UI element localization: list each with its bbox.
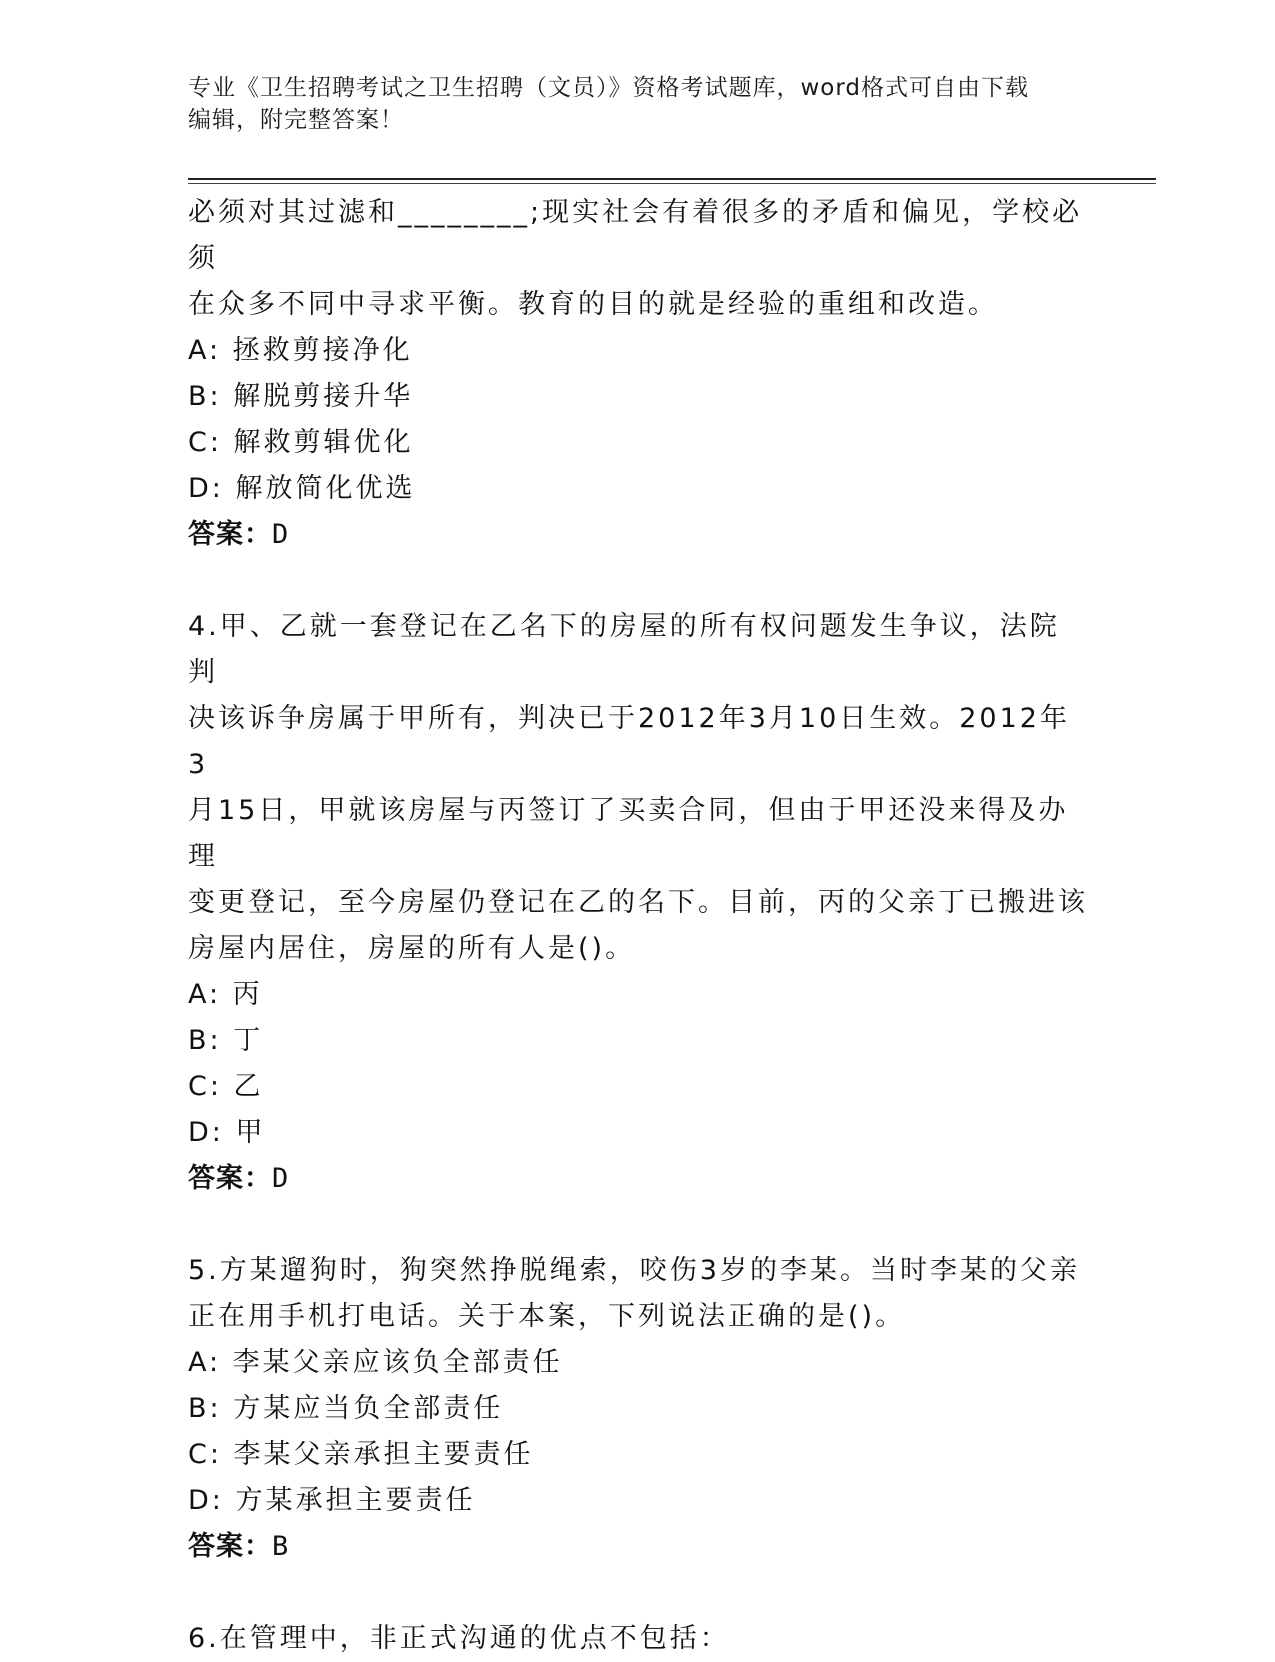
option-d: D: 解放简化优选	[188, 473, 416, 504]
question-text-line: 决该诉争房属于甲所有，判决已于2012年3月10日生效。2012年3	[188, 703, 1070, 780]
option-a: A: 丙	[188, 979, 263, 1010]
option-b: B: 丁	[188, 1025, 264, 1056]
question-text-line: 4.甲、乙就一套登记在乙名下的房屋的所有权问题发生争议，法院判	[188, 611, 1060, 688]
question-text-line: 变更登记，至今房屋仍登记在乙的名下。目前，丙的父亲丁已搬进该	[188, 887, 1088, 918]
option-b: B: 解脱剪接升华	[188, 381, 414, 412]
question-text-line: 必须对其过滤和________;现实社会有着很多的矛盾和偏见，学校必须	[188, 197, 1083, 274]
option-c: C: 李某父亲承担主要责任	[188, 1439, 534, 1470]
question-5	[188, 1248, 1088, 1570]
option-b: B: 方某应当负全部责任	[188, 1393, 504, 1424]
option-d: D: 方某承担主要责任	[188, 1485, 476, 1516]
option-a: A: 李某父亲应该负全部责任	[188, 1347, 563, 1378]
option-c: C: 解救剪辑优化	[188, 427, 414, 458]
question-4	[188, 604, 1088, 1202]
answer-value: D	[272, 1163, 290, 1194]
question-6	[188, 1616, 1088, 1662]
answer	[188, 512, 1088, 558]
option-d: D: 甲	[188, 1117, 266, 1148]
document-header	[188, 72, 1068, 136]
question-text-line: 5.方某遛狗时，狗突然挣脱绳索，咬伤3岁的李某。当时李某的父亲	[188, 1255, 1080, 1286]
answer-value: D	[272, 519, 290, 550]
header-divider-thin	[188, 183, 1156, 184]
question-text-line: 6.在管理中，非正式沟通的优点不包括：	[188, 1623, 730, 1654]
answer	[188, 1524, 1088, 1570]
answer-label: 答案：	[188, 1163, 272, 1194]
question-text-line: 月15日，甲就该房屋与丙签订了买卖合同，但由于甲还没来得及办理	[188, 795, 1069, 872]
header-line-2: 编辑，附完整答案！	[188, 107, 404, 133]
question-3	[188, 190, 1088, 558]
answer-label: 答案：	[188, 519, 272, 550]
question-text-line: 房屋内居住，房屋的所有人是()。	[188, 933, 636, 964]
option-c: C: 乙	[188, 1071, 264, 1102]
question-text-line: 正在用手机打电话。关于本案，下列说法正确的是()。	[188, 1301, 906, 1332]
header-divider	[188, 178, 1156, 180]
option-a: A: 拯救剪接净化	[188, 335, 413, 366]
header-line-1: 专业《卫生招聘考试之卫生招聘（文员）》资格考试题库，word格式可自由下载	[188, 75, 1030, 101]
answer	[188, 1156, 1088, 1202]
answer-label: 答案：	[188, 1531, 272, 1562]
answer-value: B	[272, 1531, 290, 1562]
question-list	[188, 190, 1088, 1662]
question-text-line: 在众多不同中寻求平衡。教育的目的就是经验的重组和改造。	[188, 289, 998, 320]
